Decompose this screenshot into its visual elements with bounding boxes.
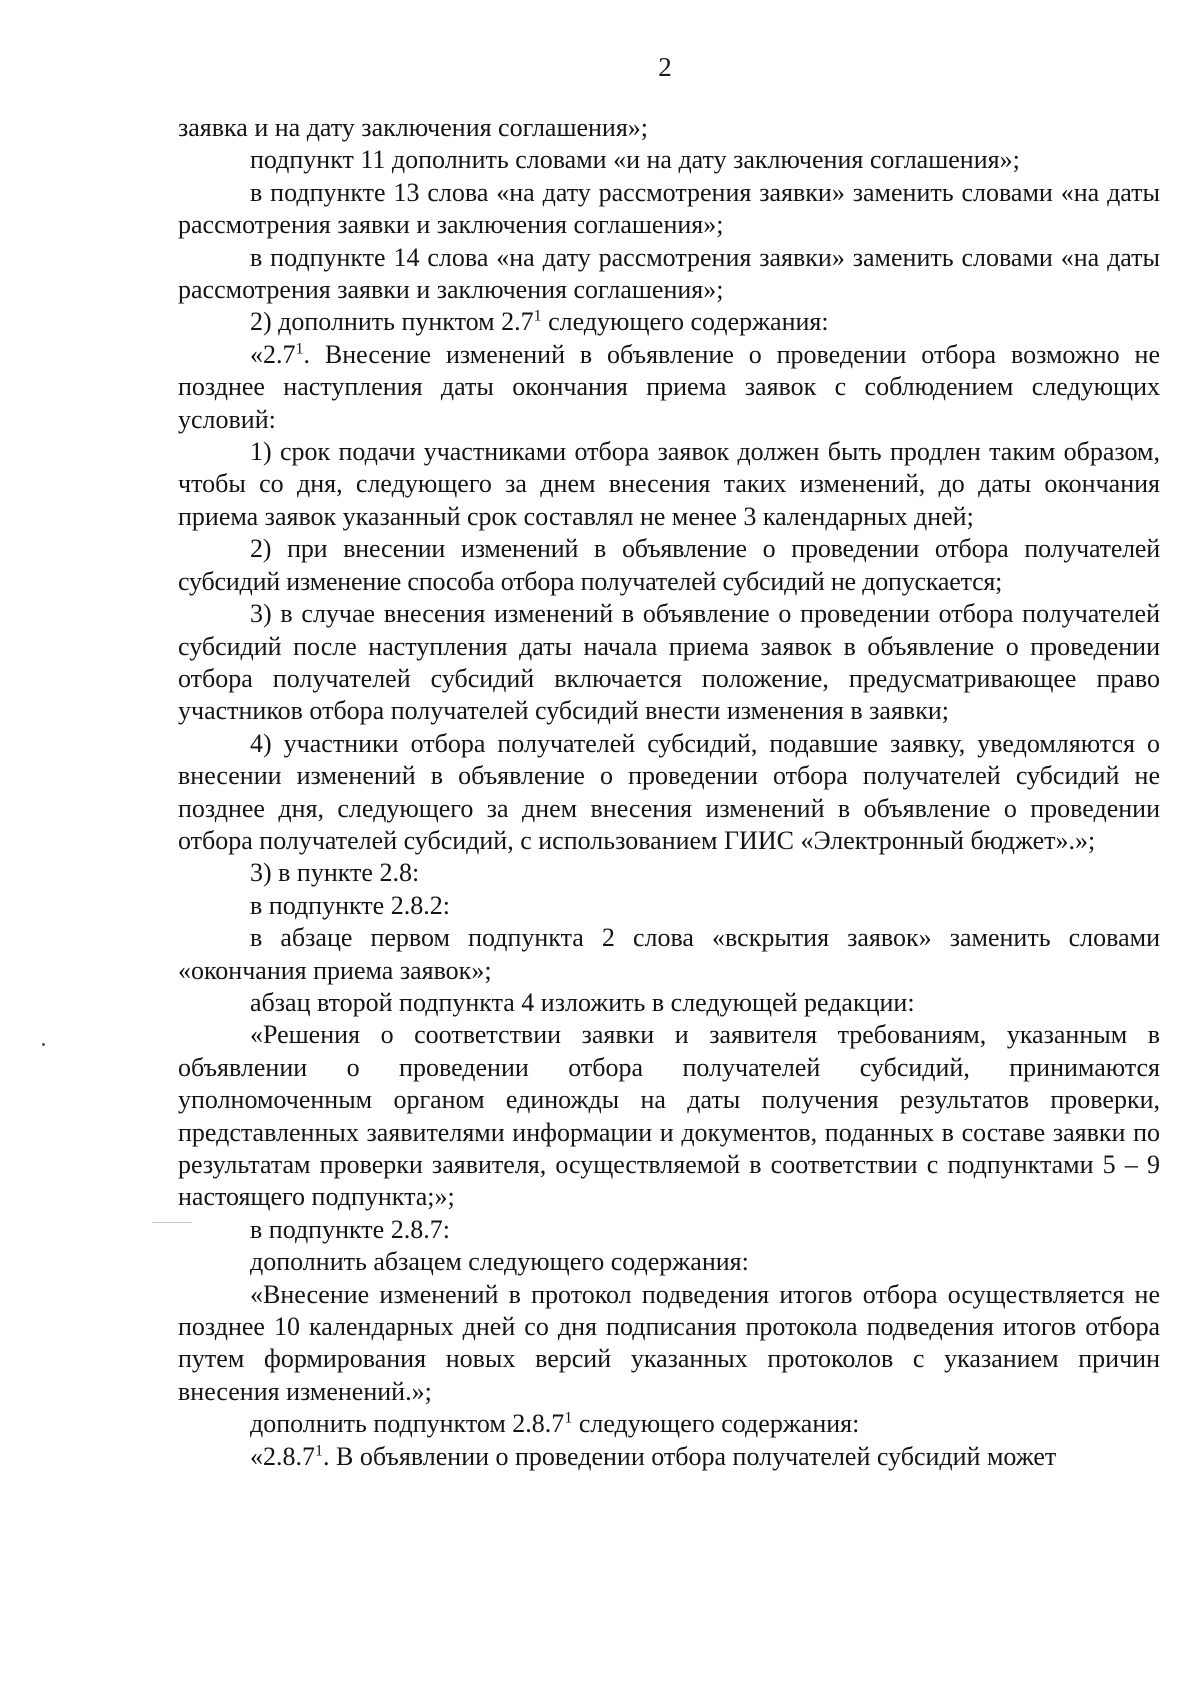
paragraph-5-text: 2) дополнить пунктом 2.7	[250, 307, 534, 337]
superscript: 1	[295, 340, 304, 358]
paragraph-13: в абзаце первом подпункта 2 слова «вскрытия заявок» заменить словами «окончания приема заявок»;	[178, 923, 1160, 985]
paragraph-12: в подпункте 2.8.2:	[250, 890, 450, 920]
paragraph-20-text: «2.8.7	[250, 1441, 315, 1471]
paragraph-19	[178, 1408, 1160, 1440]
paragraph-20	[178, 1441, 1160, 1473]
paragraph-15: «Решения о соответствии заявки и заявителя требованиям, указанным в объявлении о проведении отбора получателей субсидий, принимаются уполномоченным органом единожды на даты получения результатов проверки, представленных заявителями информации и документов, поданных в составе заявки по результатам проверки заявителя, осуществляемой в соответствии с подпунктами 5 – 9 настоящего подпункта;»;	[178, 1020, 1160, 1212]
superscript: 1	[533, 307, 542, 325]
scan-artifact-line	[152, 1222, 192, 1223]
paragraph-5	[178, 306, 1160, 338]
paragraph-6	[178, 339, 1160, 436]
paragraph-2: подпункт 11 дополнить словами «и на дату заключения соглашения»;	[250, 145, 1020, 175]
scan-artifact-dot	[42, 1043, 45, 1046]
superscript: 1	[315, 1442, 323, 1459]
paragraph-19-text: дополнить подпунктом 2.8.7	[250, 1409, 565, 1439]
document-body	[178, 112, 1160, 1473]
paragraph-14: абзац второй подпункта 4 изложить в следующей редакции:	[250, 987, 915, 1017]
paragraph-9: 3) в случае внесения изменений в объявление о проведении отбора получателей субсидий после наступления даты начала приема заявок в объявление о проведении отбора получателей субсидий включается положение, предусматривающее право участников отбора получателей субсидий внести изменения в заявки;	[178, 599, 1160, 726]
paragraph-19-text-end: следующего содержания:	[572, 1409, 860, 1439]
paragraph-10: 4) участники отбора получателей субсидий, подавшие заявку, уведомляются о внесении изменений в объявление о проведении отбора получателей субсидий не позднее дня, следующего за днем внесения изменений в объявление о проведении отбора получателей субсидий, с использованием ГИИС «Электронный бюджет».»;	[178, 728, 1160, 855]
paragraph-5-text-end: следующего содержания:	[541, 307, 829, 337]
paragraph-1: заявка и на дату заключения соглашения»;	[178, 113, 649, 142]
paragraph-20-text-end: . В объявлении о проведении отбора получателей субсидий может	[323, 1441, 1057, 1471]
paragraph-18: «Внесение изменений в протокол подведения итогов отбора осуществляется не позднее 10 календарных дней со дня подписания протокола подведения итогов отбора путем формирования новых версий указанных протоколов с указанием причин внесения изменений.»;	[178, 1279, 1160, 1406]
superscript: 1	[564, 1409, 573, 1427]
paragraph-7: 1) срок подачи участниками отбора заявок должен быть продлен таким образом, чтобы со дня, следующего за днем внесения таких изменений, до даты окончания приема заявок указанный срок составлял не менее 3 календарных дней;	[178, 437, 1160, 531]
page-number: 2	[658, 52, 672, 82]
paragraph-6-text: «2.7	[250, 339, 296, 369]
paragraph-4: в подпункте 14 слова «на дату рассмотрения заявки» заменить словами «на даты рассмотрения заявки и заключения соглашения»;	[178, 242, 1160, 305]
paragraph-8: 2) при внесении изменений в объявление о проведении отбора получателей субсидий изменение способа отбора получателей субсидий не допускается;	[178, 534, 1160, 596]
paragraph-3: в подпункте 13 слова «на дату рассмотрения заявки» заменить словами «на даты рассмотрения заявки и заключения соглашения»;	[178, 177, 1160, 240]
paragraph-11: 3) в пункте 2.8:	[250, 858, 420, 888]
paragraph-17: дополнить абзацем следующего содержания:	[250, 1247, 749, 1277]
paragraph-6-text-end: . Внесение изменений в объявление о проведении отбора возможно не позднее наступления даты окончания приема заявок с соблюдением следующих условий:	[178, 339, 1160, 434]
paragraph-16: в подпункте 2.8.7:	[250, 1214, 450, 1244]
